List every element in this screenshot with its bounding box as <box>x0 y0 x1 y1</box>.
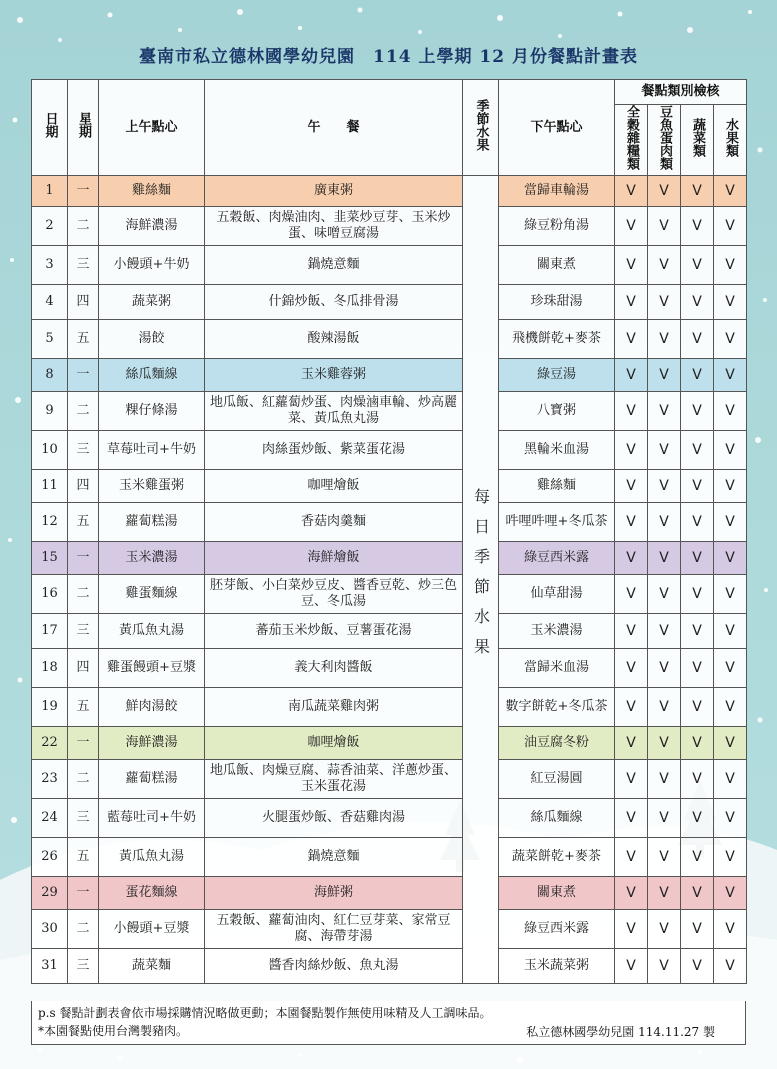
footer-notes <box>31 1001 746 1045</box>
date-cell: 8 <box>32 359 68 392</box>
check-mark: V <box>648 285 681 320</box>
check-mark: V <box>681 542 714 575</box>
header-category-protein: 豆魚蛋肉類 <box>648 105 681 176</box>
table-row <box>32 320 747 359</box>
lunch-cell: 地瓜飯、肉燥豆腐、蒜香油菜、洋蔥炒蛋、玉米蛋花湯 <box>205 760 463 799</box>
check-mark: V <box>648 542 681 575</box>
weekday-cell: 四 <box>68 470 99 503</box>
table-row <box>32 727 747 760</box>
am-snack-cell: 玉米雞蛋粥 <box>99 470 205 503</box>
check-mark: V <box>615 614 648 649</box>
check-mark: V <box>615 503 648 542</box>
check-mark: V <box>615 320 648 359</box>
check-mark: V <box>615 799 648 838</box>
check-mark: V <box>681 207 714 246</box>
weekday-cell: 二 <box>68 760 99 799</box>
pm-snack-cell: 飛機餅乾+麥茶 <box>499 320 615 359</box>
table-row <box>32 470 747 503</box>
check-mark: V <box>648 614 681 649</box>
date-cell: 23 <box>32 760 68 799</box>
check-mark: V <box>714 542 747 575</box>
check-mark: V <box>681 949 714 984</box>
check-mark: V <box>615 246 648 285</box>
header-pm-snack: 下午點心 <box>499 80 615 176</box>
pm-snack-cell: 絲瓜麵線 <box>499 799 615 838</box>
date-cell: 16 <box>32 575 68 614</box>
check-mark: V <box>615 949 648 984</box>
check-mark: V <box>681 359 714 392</box>
check-mark: V <box>615 727 648 760</box>
weekday-cell: 三 <box>68 949 99 984</box>
table-row <box>32 392 747 431</box>
check-mark: V <box>648 176 681 207</box>
weekday-cell: 二 <box>68 392 99 431</box>
pm-snack-cell: 黑輪米血湯 <box>499 431 615 470</box>
header-fruit: 季節水果 <box>463 80 499 176</box>
check-mark: V <box>714 470 747 503</box>
check-mark: V <box>648 575 681 614</box>
am-snack-cell: 黃瓜魚丸湯 <box>99 838 205 877</box>
table-row <box>32 799 747 838</box>
table-row <box>32 614 747 649</box>
am-snack-cell: 草莓吐司+牛奶 <box>99 431 205 470</box>
check-mark: V <box>681 470 714 503</box>
date-cell: 17 <box>32 614 68 649</box>
date-cell: 18 <box>32 649 68 688</box>
lunch-cell: 五穀飯、肉燥油肉、韭菜炒豆芽、玉米炒蛋、味噌豆腐湯 <box>205 207 463 246</box>
check-mark: V <box>648 246 681 285</box>
am-snack-cell: 小饅頭+豆漿 <box>99 910 205 949</box>
check-mark: V <box>615 575 648 614</box>
check-mark: V <box>648 431 681 470</box>
check-mark: V <box>681 246 714 285</box>
am-snack-cell: 蘿蔔糕湯 <box>99 760 205 799</box>
date-cell: 30 <box>32 910 68 949</box>
date-cell: 11 <box>32 470 68 503</box>
check-mark: V <box>714 688 747 727</box>
date-cell: 31 <box>32 949 68 984</box>
check-mark: V <box>648 727 681 760</box>
check-mark: V <box>714 799 747 838</box>
am-snack-cell: 雞蛋麵線 <box>99 575 205 614</box>
am-snack-cell: 蛋花麵線 <box>99 877 205 910</box>
am-snack-cell: 粿仔條湯 <box>99 392 205 431</box>
am-snack-cell: 鮮肉湯餃 <box>99 688 205 727</box>
pm-snack-cell: 蔬菜餅乾+麥茶 <box>499 838 615 877</box>
check-mark: V <box>615 431 648 470</box>
check-mark: V <box>714 727 747 760</box>
check-mark: V <box>714 359 747 392</box>
lunch-cell: 蕃茄玉米炒飯、豆薯蛋花湯 <box>205 614 463 649</box>
lunch-cell: 玉米雞蓉粥 <box>205 359 463 392</box>
date-cell: 26 <box>32 838 68 877</box>
am-snack-cell: 雞蛋饅頭+豆漿 <box>99 649 205 688</box>
weekday-cell: 二 <box>68 910 99 949</box>
pm-snack-cell: 綠豆粉角湯 <box>499 207 615 246</box>
date-cell: 19 <box>32 688 68 727</box>
check-mark: V <box>714 320 747 359</box>
check-mark: V <box>714 431 747 470</box>
header-am-snack: 上午點心 <box>99 80 205 176</box>
check-mark: V <box>648 470 681 503</box>
table-row <box>32 575 747 614</box>
check-mark: V <box>615 838 648 877</box>
check-mark: V <box>615 688 648 727</box>
header-date: 日期 <box>32 80 68 176</box>
pm-snack-cell: 當歸車輪湯 <box>499 176 615 207</box>
check-mark: V <box>714 949 747 984</box>
table-row <box>32 207 747 246</box>
check-mark: V <box>615 542 648 575</box>
date-cell: 9 <box>32 392 68 431</box>
check-mark: V <box>714 176 747 207</box>
pm-snack-cell: 綠豆西米露 <box>499 542 615 575</box>
table-row <box>32 688 747 727</box>
check-mark: V <box>648 910 681 949</box>
check-mark: V <box>714 877 747 910</box>
check-mark: V <box>615 760 648 799</box>
weekday-cell: 三 <box>68 799 99 838</box>
lunch-cell: 香菇肉羹麵 <box>205 503 463 542</box>
table-row <box>32 359 747 392</box>
check-mark: V <box>648 649 681 688</box>
pm-snack-cell: 當歸米血湯 <box>499 649 615 688</box>
lunch-cell: 鍋燒意麵 <box>205 246 463 285</box>
date-cell: 22 <box>32 727 68 760</box>
weekday-cell: 三 <box>68 246 99 285</box>
check-mark: V <box>714 285 747 320</box>
pm-snack-cell: 玉米濃湯 <box>499 614 615 649</box>
lunch-cell: 地瓜飯、紅蘿蔔炒蛋、肉燥滷車輪、炒高麗菜、黃瓜魚丸湯 <box>205 392 463 431</box>
check-mark: V <box>681 320 714 359</box>
table-row <box>32 838 747 877</box>
am-snack-cell: 蘿蔔糕湯 <box>99 503 205 542</box>
date-cell: 10 <box>32 431 68 470</box>
table-row <box>32 649 747 688</box>
check-mark: V <box>681 431 714 470</box>
weekday-cell: 五 <box>68 320 99 359</box>
am-snack-cell: 絲瓜麵線 <box>99 359 205 392</box>
page-title: 臺南市私立德林國學幼兒園 114 上學期 12 月份餐點計畫表 <box>139 47 638 67</box>
check-mark: V <box>648 688 681 727</box>
am-snack-cell: 小饅頭+牛奶 <box>99 246 205 285</box>
check-mark: V <box>615 207 648 246</box>
lunch-cell: 五穀飯、蘿蔔油肉、紅仁豆芽菜、家常豆腐、海帶芽湯 <box>205 910 463 949</box>
weekday-cell: 五 <box>68 688 99 727</box>
weekday-cell: 一 <box>68 176 99 207</box>
header-lunch: 午 餐 <box>205 80 463 176</box>
table-row <box>32 246 747 285</box>
table-row <box>32 877 747 910</box>
check-mark: V <box>615 877 648 910</box>
weekday-cell: 一 <box>68 359 99 392</box>
check-mark: V <box>615 285 648 320</box>
footer-note-1: p.s 餐點計劃表會依市場採購情況略做更動；本園餐點製作無使用味精及人工調味品。 <box>38 1006 492 1020</box>
lunch-cell: 胚芽飯、小白菜炒豆皮、醬香豆乾、炒三色豆、冬瓜湯 <box>205 575 463 614</box>
date-cell: 12 <box>32 503 68 542</box>
header-category-fruit: 水果類 <box>714 105 747 176</box>
lunch-cell: 海鮮粥 <box>205 877 463 910</box>
date-cell: 15 <box>32 542 68 575</box>
weekday-cell: 三 <box>68 431 99 470</box>
check-mark: V <box>615 470 648 503</box>
lunch-cell: 鍋燒意麵 <box>205 838 463 877</box>
meal-plan-table <box>31 79 747 984</box>
check-mark: V <box>681 877 714 910</box>
header-weekday: 星期 <box>68 80 99 176</box>
check-mark: V <box>615 910 648 949</box>
check-mark: V <box>714 207 747 246</box>
pm-snack-cell: 綠豆西米露 <box>499 910 615 949</box>
lunch-cell: 南瓜蔬菜雞肉粥 <box>205 688 463 727</box>
check-mark: V <box>648 838 681 877</box>
table-row <box>32 285 747 320</box>
lunch-cell: 肉絲蛋炒飯、紫菜蛋花湯 <box>205 431 463 470</box>
weekday-cell: 一 <box>68 727 99 760</box>
check-mark: V <box>681 727 714 760</box>
weekday-cell: 一 <box>68 542 99 575</box>
check-mark: V <box>714 838 747 877</box>
check-mark: V <box>714 575 747 614</box>
date-cell: 2 <box>32 207 68 246</box>
pm-snack-cell: 玉米蔬菜粥 <box>499 949 615 984</box>
pm-snack-cell: 雞絲麵 <box>499 470 615 503</box>
weekday-cell: 二 <box>68 575 99 614</box>
check-mark: V <box>681 575 714 614</box>
weekday-cell: 三 <box>68 614 99 649</box>
check-mark: V <box>681 614 714 649</box>
am-snack-cell: 雞絲麵 <box>99 176 205 207</box>
pm-snack-cell: 綠豆湯 <box>499 359 615 392</box>
check-mark: V <box>648 207 681 246</box>
lunch-cell: 海鮮燴飯 <box>205 542 463 575</box>
weekday-cell: 二 <box>68 207 99 246</box>
check-mark: V <box>615 392 648 431</box>
table-row <box>32 542 747 575</box>
table-row <box>32 760 747 799</box>
lunch-cell: 酸辣湯飯 <box>205 320 463 359</box>
check-mark: V <box>714 503 747 542</box>
check-mark: V <box>681 285 714 320</box>
lunch-cell: 咖哩燴飯 <box>205 470 463 503</box>
check-mark: V <box>648 320 681 359</box>
pm-snack-cell: 珍珠甜湯 <box>499 285 615 320</box>
check-mark: V <box>681 760 714 799</box>
am-snack-cell: 湯餃 <box>99 320 205 359</box>
fruit-cell <box>463 176 499 984</box>
pm-snack-cell: 吽哩吽哩+冬瓜茶 <box>499 503 615 542</box>
check-mark: V <box>648 359 681 392</box>
table-row <box>32 949 747 984</box>
pm-snack-cell: 關東煮 <box>499 246 615 285</box>
lunch-cell: 咖哩燴飯 <box>205 727 463 760</box>
header-category-vegetable: 蔬菜類 <box>681 105 714 176</box>
date-cell: 3 <box>32 246 68 285</box>
check-mark: V <box>714 246 747 285</box>
lunch-cell: 醬香肉絲炒飯、魚丸湯 <box>205 949 463 984</box>
check-mark: V <box>714 910 747 949</box>
table-row <box>32 910 747 949</box>
check-mark: V <box>648 799 681 838</box>
table-row <box>32 176 747 207</box>
check-mark: V <box>681 392 714 431</box>
am-snack-cell: 黃瓜魚丸湯 <box>99 614 205 649</box>
pm-snack-cell: 仙草甜湯 <box>499 575 615 614</box>
header-category-grain: 全穀雜糧類 <box>615 105 648 176</box>
check-mark: V <box>648 503 681 542</box>
check-mark: V <box>681 799 714 838</box>
weekday-cell: 一 <box>68 877 99 910</box>
date-cell: 4 <box>32 285 68 320</box>
check-mark: V <box>648 949 681 984</box>
check-mark: V <box>714 614 747 649</box>
check-mark: V <box>615 649 648 688</box>
header-check-group: 餐點類別檢核 <box>615 80 747 105</box>
lunch-cell: 廣東粥 <box>205 176 463 207</box>
check-mark: V <box>648 877 681 910</box>
am-snack-cell: 玉米濃湯 <box>99 542 205 575</box>
check-mark: V <box>681 503 714 542</box>
check-mark: V <box>714 760 747 799</box>
lunch-cell: 火腿蛋炒飯、香菇雞肉湯 <box>205 799 463 838</box>
pm-snack-cell: 油豆腐冬粉 <box>499 727 615 760</box>
footer-signature: 私立德林國學幼兒園 114.11.27 製 <box>526 1025 715 1039</box>
check-mark: V <box>681 176 714 207</box>
weekday-cell: 五 <box>68 838 99 877</box>
pm-snack-cell: 紅豆湯圓 <box>499 760 615 799</box>
check-mark: V <box>681 649 714 688</box>
pm-snack-cell: 關東煮 <box>499 877 615 910</box>
table-row <box>32 431 747 470</box>
fruit-text: 每日季節水果 <box>471 488 491 668</box>
check-mark: V <box>714 649 747 688</box>
check-mark: V <box>648 392 681 431</box>
am-snack-cell: 藍莓吐司+牛奶 <box>99 799 205 838</box>
pm-snack-cell: 八寶粥 <box>499 392 615 431</box>
date-cell: 29 <box>32 877 68 910</box>
check-mark: V <box>714 392 747 431</box>
date-cell: 1 <box>32 176 68 207</box>
am-snack-cell: 蔬菜麵 <box>99 949 205 984</box>
pm-snack-cell: 數字餅乾+冬瓜茶 <box>499 688 615 727</box>
lunch-cell: 什錦炒飯、冬瓜排骨湯 <box>205 285 463 320</box>
weekday-cell: 四 <box>68 649 99 688</box>
lunch-cell: 義大利肉醬飯 <box>205 649 463 688</box>
footer-note-2: *本園餐點使用台灣製豬肉。 <box>38 1024 189 1038</box>
check-mark: V <box>615 176 648 207</box>
weekday-cell: 五 <box>68 503 99 542</box>
am-snack-cell: 海鮮濃湯 <box>99 727 205 760</box>
table-row <box>32 503 747 542</box>
check-mark: V <box>681 910 714 949</box>
date-cell: 24 <box>32 799 68 838</box>
weekday-cell: 四 <box>68 285 99 320</box>
check-mark: V <box>681 688 714 727</box>
date-cell: 5 <box>32 320 68 359</box>
check-mark: V <box>615 359 648 392</box>
check-mark: V <box>681 838 714 877</box>
am-snack-cell: 蔬菜粥 <box>99 285 205 320</box>
am-snack-cell: 海鮮濃湯 <box>99 207 205 246</box>
check-mark: V <box>648 760 681 799</box>
